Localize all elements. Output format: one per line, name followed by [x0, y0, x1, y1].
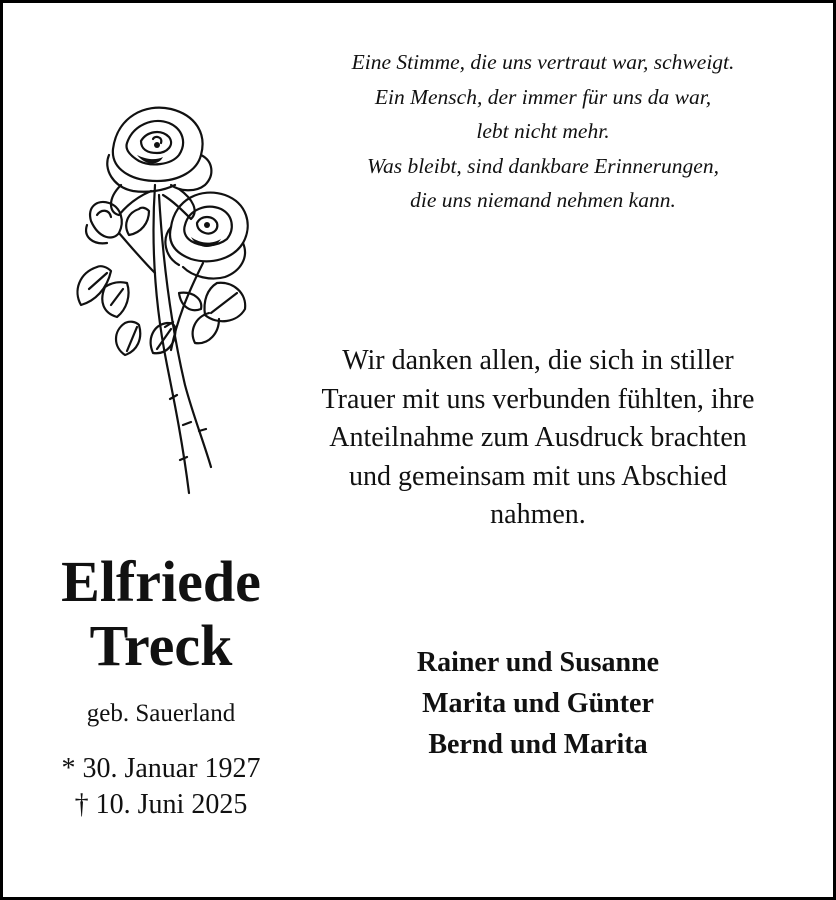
first-name: Elfriede [61, 549, 261, 614]
poem-line: Eine Stimme, die uns vertraut war, schweigt. [351, 50, 735, 74]
life-dates [23, 751, 299, 823]
thanks-line: nahmen. [490, 499, 586, 530]
maiden-name: geb. Sauerland [86, 700, 236, 727]
last-name: Treck [89, 613, 233, 678]
birth-date: * 30. Januar 1927 [61, 753, 261, 784]
family-signatures [343, 642, 733, 765]
thanks-line: Anteilnahme zum Ausdruck brachten [329, 422, 747, 453]
poem-line: Ein Mensch, der immer für uns da war, [374, 84, 712, 109]
family-member: Rainer und Susanne [416, 647, 660, 678]
death-date: † 10. Juni 2025 [74, 789, 248, 820]
poem-line: Was bleibt, sind dankbare Erinnerungen, [367, 153, 719, 178]
rose-icon [67, 95, 259, 499]
family-member: Marita und Günter [422, 688, 654, 719]
thanks-text [273, 342, 803, 535]
poem-line: lebt nicht mehr. [476, 119, 610, 143]
family-member: Bernd und Marita [428, 729, 648, 760]
thanks-line: Trauer mit uns verbunden fühlten, ihre [321, 383, 755, 415]
thanks-line: und gemeinsam mit uns Abschied [349, 460, 727, 492]
poem-line: die uns niemand nehmen kann. [410, 188, 676, 212]
thanks-line: Wir danken allen, die sich in stiller [342, 345, 734, 376]
deceased-name [23, 550, 299, 678]
poem [283, 45, 803, 218]
